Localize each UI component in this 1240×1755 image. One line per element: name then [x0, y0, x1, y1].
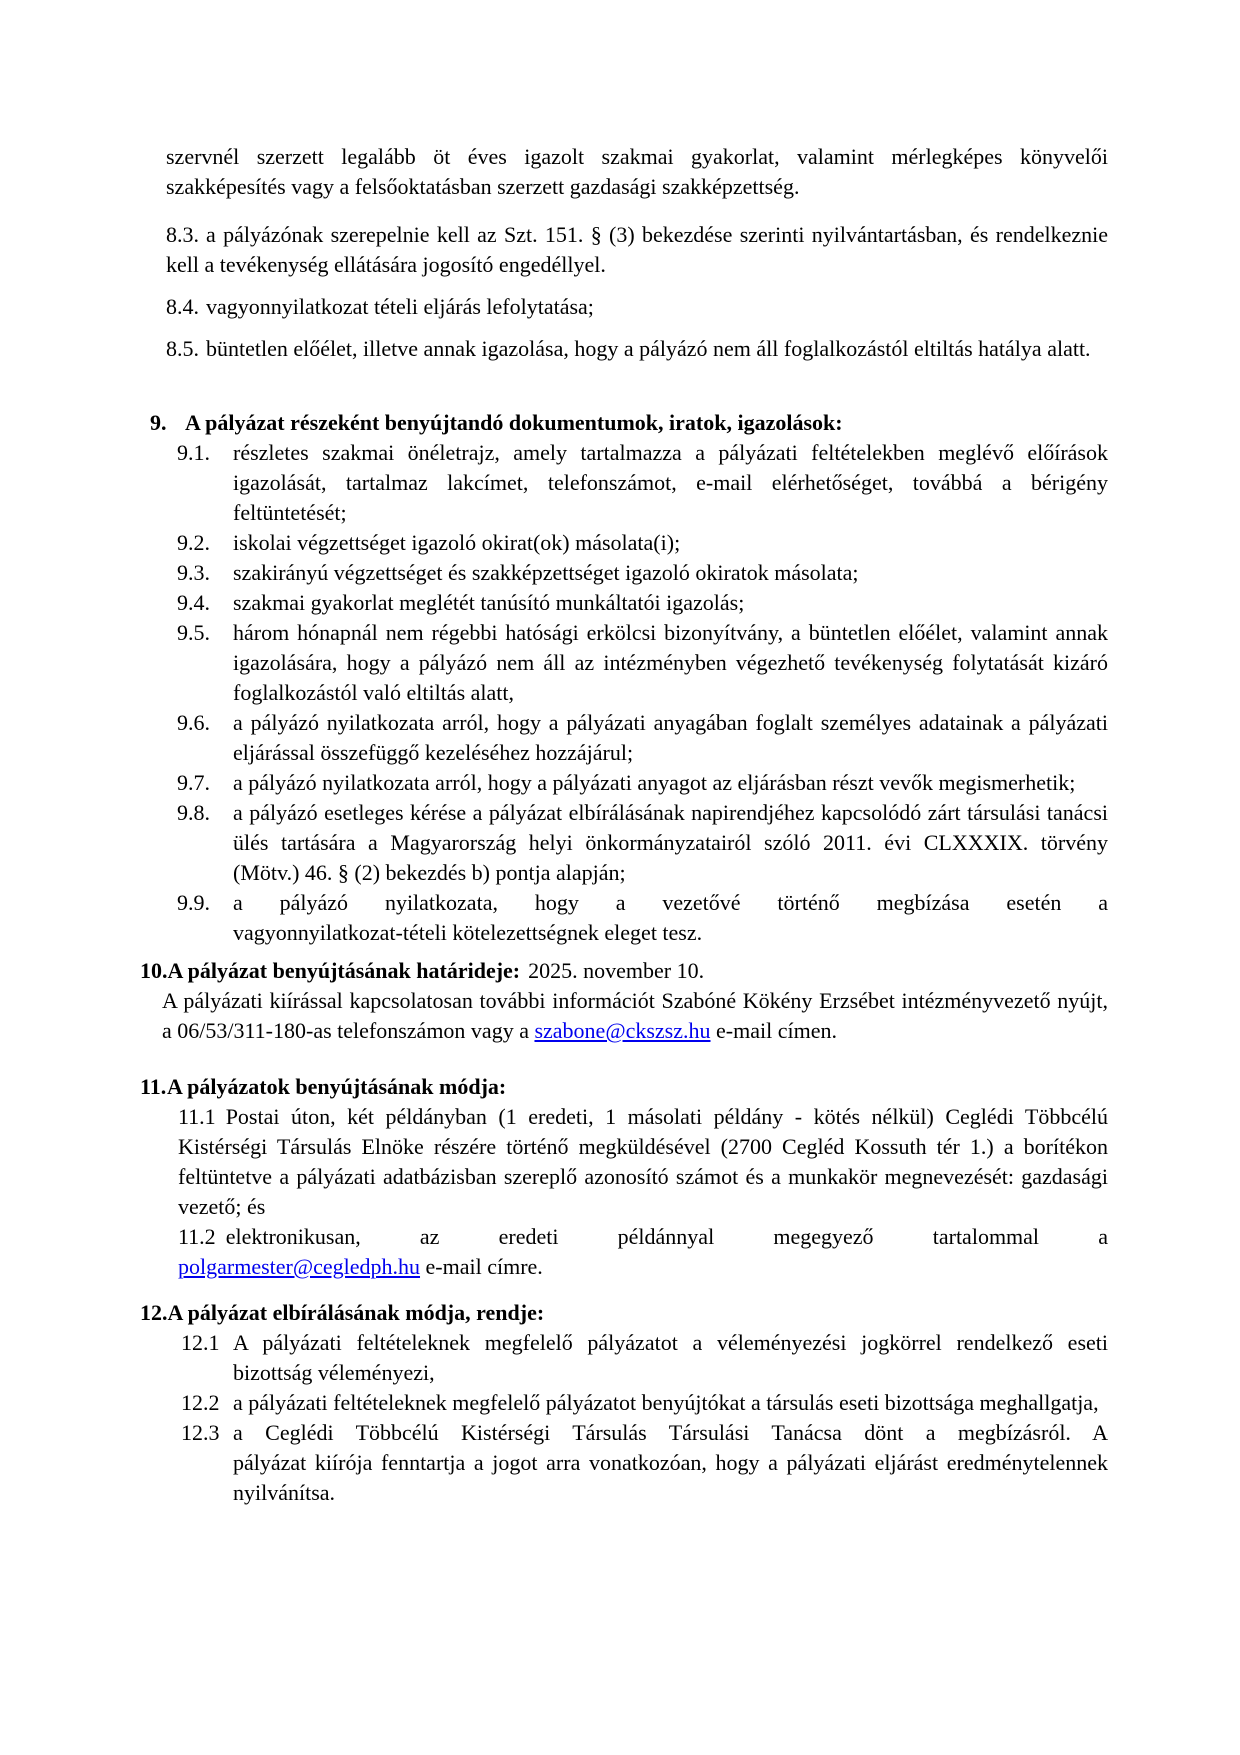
list-item-9-4-text: szakmai gyakorlat meglétét tanúsító munkáltatói igazolás;: [233, 590, 745, 615]
section-12-heading: [140, 1298, 1108, 1328]
item-11-1-number: 11.1: [178, 1104, 216, 1129]
section-11-number: 11.: [140, 1074, 167, 1099]
list-item-12-2-text: a pályázati feltételeknek megfelelő pályázatot benyújtókat a társulás eseti bizottsága meghallgatja,: [233, 1390, 1099, 1415]
section-12-number: 12.: [140, 1300, 168, 1325]
email-link-szabone[interactable]: szabone@ckszsz.hu: [534, 1018, 711, 1043]
list-item-9-2-number: 9.2.: [177, 530, 210, 555]
item-8-4: [166, 292, 1108, 322]
section-9-heading: [150, 408, 1108, 438]
list-item-12-3-rest: pályázat kiírója fenntartja a jogot arra vonatkozóan, hogy a pályázati eljárást eredménytelennek nyilvánítsa.: [233, 1450, 1108, 1505]
list-item-12-2-number: 12.2: [181, 1390, 220, 1415]
list-item-9-1-number: 9.1.: [177, 440, 210, 465]
section-9-title: A pályázat részeként benyújtandó dokumentumok, iratok, igazolások:: [185, 410, 843, 435]
list-item-9-9-number: 9.9.: [177, 890, 210, 915]
section-11-heading: [140, 1072, 1108, 1102]
section-11-title: A pályázatok benyújtásának módja:: [167, 1074, 507, 1099]
list-item-12-3-line1: a Ceglédi Többcélú Kistérségi Társulás Társulási Tanácsa dönt a megbízásról. A: [233, 1420, 1108, 1445]
list-item-9-5-number: 9.5.: [177, 620, 210, 645]
list-item-9-7-number: 9.7.: [177, 770, 210, 795]
list-item-9-5-text: három hónapnál nem régebbi hatósági erkölcsi bizonyítvány, a büntetlen előélet, valamint annak igazolására, hogy a pályázó nem áll az intézményben végezhető tevékenység folytatását kizáró foglalkozástól való eltiltás alatt,: [233, 620, 1108, 705]
item-8-3-number: 8.3.: [166, 222, 199, 247]
item-8-3: [166, 220, 1108, 280]
section-10-title: A pályázat benyújtásának határideje:: [167, 958, 521, 983]
list-item-9-6-text: a pályázó nyilatkozata arról, hogy a pályázati anyagában foglalt személyes adatainak a pályázati eljárással összefüggő kezeléséhez hozzájárul;: [233, 710, 1108, 765]
item-11-2-after-link: e-mail címre.: [420, 1254, 543, 1279]
section-10-heading: [140, 956, 1108, 986]
item-11-2: [178, 1222, 1108, 1282]
list-item-12-2: [181, 1388, 1108, 1418]
list-item-9-8-text: a pályázó esetleges kérése a pályázat elbírálásának napirendjéhez kapcsolódó zárt társulási tanácsi ülés tartására a Magyarország helyi önkormányzatairól szóló 2011. évi CLXXXIX. törvény (Mötv.) 46. § (2) bekezdés b) pontja alapján;: [233, 800, 1108, 885]
list-item-12-3-text: [233, 1418, 1108, 1508]
list-item-9-9: [177, 888, 1108, 948]
list-item-9-7: [177, 768, 1108, 798]
email-link-polgarmester[interactable]: polgarmester@cegledph.hu: [178, 1254, 421, 1279]
list-item-12-1-text: A pályázati feltételeknek megfelelő pályázatot a véleményezési jogkörrel rendelkező eseti bizottság véleményezi,: [233, 1330, 1108, 1385]
list-item-9-4-number: 9.4.: [177, 590, 210, 615]
list-item-9-3-text: szakirányú végzettséget és szakképzettséget igazoló okiratok másolata;: [233, 560, 859, 585]
list-item-9-8-number: 9.8.: [177, 800, 210, 825]
list-item-9-9-rest: vagyonnyilatkozat-tételi kötelezettségnek eleget tesz.: [233, 920, 703, 945]
deadline-value: 2025. november 10.: [528, 958, 705, 983]
list-item-9-8: [177, 798, 1108, 888]
list-item-9-3: [177, 558, 1108, 588]
section-10-number: 10.: [140, 958, 168, 983]
contact-info-paragraph: [162, 986, 1108, 1046]
item-8-5: [166, 334, 1108, 364]
list-item-9-1-text: részletes szakmai önéletrajz, amely tartalmazza a pályázati feltételekben meglévő előírások igazolását, tartalmaz lakcímet, telefonszámot, e-mail elérhetőséget, továbbá a bérigény feltüntetését;: [233, 440, 1108, 525]
item-11-2-number: 11.2: [178, 1224, 216, 1249]
list-item-9-3-number: 9.3.: [177, 560, 210, 585]
list-item-9-9-line1: a pályázó nyilatkozata, hogy a vezetővé történő megbízása esetén a: [233, 890, 1108, 915]
item-8-4-number: 8.4.: [166, 294, 199, 319]
contact-info-before-link: A pályázati kiírással kapcsolatosan további információt Szabóné Kökény Erzsébet intézményvezető nyújt, a 06/53/311-180-as telefonszámon vagy a: [162, 988, 1108, 1043]
item-11-2-line1: elektronikusan, az eredeti példánnyal megegyező tartalommal a: [225, 1224, 1108, 1249]
list-item-9-1: [177, 438, 1108, 528]
item-8-3-text: a pályázónak szerepelnie kell az Szt. 151. § (3) bekezdése szerinti nyilvántartásban, és rendelkeznie kell a tevékenység ellátására jogosító engedéllyel.: [166, 222, 1108, 277]
list-item-12-1-number: 12.1: [181, 1330, 220, 1355]
list-item-12-3: [181, 1418, 1108, 1508]
list-item-9-2: [177, 528, 1108, 558]
contact-info-after-link: e-mail címen.: [710, 1018, 837, 1043]
list-item-9-4: [177, 588, 1108, 618]
section-12-title: A pályázat elbírálásának módja, rendje:: [167, 1300, 545, 1325]
list-item-9-6-number: 9.6.: [177, 710, 210, 735]
list-item-9-6: [177, 708, 1108, 768]
list-item-9-9-text: [233, 888, 1108, 948]
item-8-5-number: 8.5.: [166, 336, 199, 361]
list-item-9-5: [177, 618, 1108, 708]
list-item-9-2-text: iskolai végzettséget igazoló okirat(ok) másolata(i);: [233, 530, 681, 555]
list-item-12-3-number: 12.3: [181, 1420, 220, 1445]
item-11-1-text: Postai úton, két példányban (1 eredeti, 1 másolati példány - kötés nélkül) Ceglédi Többcélú Kistérségi Társulás Elnöke részére történő megküldésével (2700 Cegléd Kossuth tér 1.) a borítékon feltüntetve a pályázati adatbázisban szereplő azonosító számot és a munkakör megnevezését: gazdasági vezető; és: [178, 1104, 1108, 1219]
item-8-5-text: büntetlen előélet, illetve annak igazolása, hogy a pályázó nem áll foglalkozástól eltiltás hatálya alatt.: [206, 336, 1091, 361]
item-11-1: [178, 1102, 1108, 1222]
list-item-9-7-text: a pályázó nyilatkozata arról, hogy a pályázati anyagot az eljárásban részt vevők megismerhetik;: [233, 770, 1076, 795]
item-8-4-text: vagyonnyilatkozat tételi eljárás lefolytatása;: [206, 294, 594, 319]
list-item-12-1: [181, 1328, 1108, 1388]
section-9-number: 9.: [150, 410, 167, 435]
intro-paragraph: szervnél szerzett legalább öt éves igazolt szakmai gyakorlat, valamint mérlegképes könyvelői szakképesítés vagy a felsőoktatásban szerzett gazdasági szakképzettség.: [166, 144, 1108, 199]
